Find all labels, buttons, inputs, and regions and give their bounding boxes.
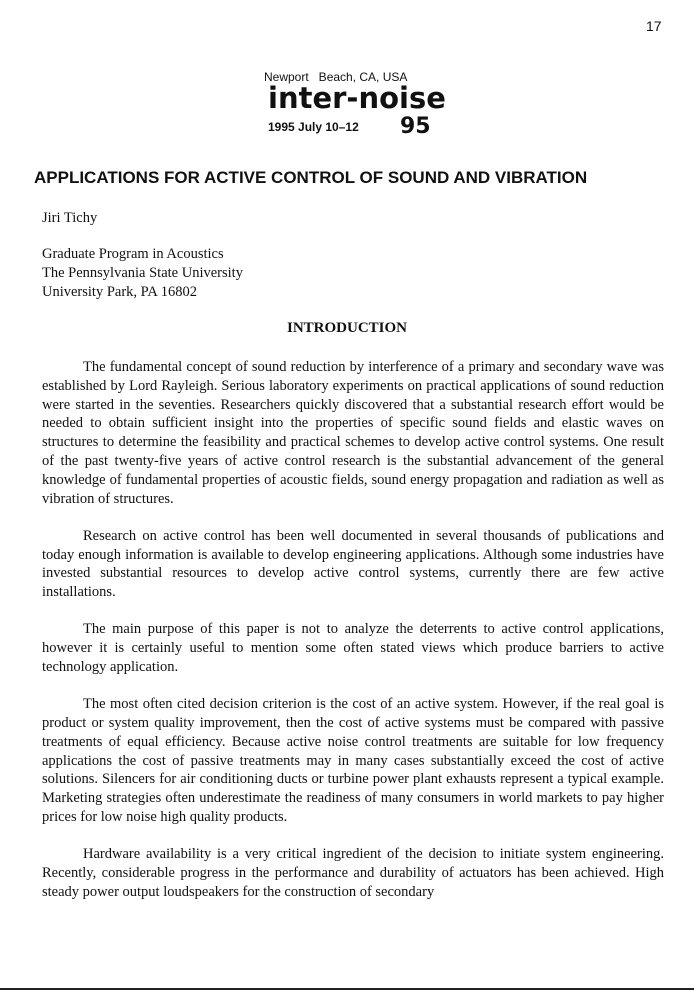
conference-year-badge: 95 [400,114,431,139]
page-bottom-rule [0,988,694,990]
author-name: Jiri Tichy [42,210,98,226]
paragraph: Hardware availability is a very critical ingredient of the decision to initiate system engineering. Recently, considerable progress in the performance and durability of actuators has been achieved. High steady power output loudspeakers for the construction of secondary [42,846,664,900]
paper-title: APPLICATIONS FOR ACTIVE CONTROL OF SOUND AND VIBRATION [34,168,588,187]
body-text [42,358,664,920]
paragraph: Research on active control has been well documented in several thousands of publications and today enough information is available to develop engineering applications. Although some industries have invested substantial resources to develop active control systems, currently there are few active installations. [42,527,664,601]
paragraph: The fundamental concept of sound reduction by interference of a primary and secondary wave was established by Lord Rayleigh. Serious laboratory experiments on practical applications of sound reduction were started in the seventies. Researchers quickly discovered that a substantial research effort would be needed to obtain sufficient insight into the properties of specific sound fields and elastic waves on structures to determine the feasibility and practical schemes to develop active control systems. One result of the past twenty-five years of active control research is the substantial advancement of the general knowledge of fundamental properties of acoustic fields, sound energy propagation and radiation as well as vibration of structures. [42,359,664,507]
affiliation-line: Graduate Program in Acoustics [42,246,224,262]
affiliation-line: University Park, PA 16802 [42,284,197,300]
section-heading: INTRODUCTION [286,320,407,336]
paragraph: The main purpose of this paper is not to analyze the deterrents to active control applications, however it is certainly useful to mention some often stated views which produce barriers to active technology application. [42,621,664,675]
conference-date: 1995 July 10–12 [268,120,359,134]
conference-logo: inter-noise [268,81,446,115]
conference-location: Newport Beach, CA, USA [264,70,408,84]
affiliation-line: The Pennsylvania State University [42,265,243,281]
paragraph: The most often cited decision criterion is the cost of an active system. However, if the real goal is product or system quality improvement, then the cost of active systems must be compared with passive treatments of equal efficiency. Because active noise control treatments are suitable for low frequency applications the cost of passive treatments may in many cases substantially exceed the cost of active solutions. Silencers for air conditioning ducts or turbine power plant exhausts represent a typical example. Marketing strategies often underestimate the readiness of many consumers in world markets to pay higher prices for low noise high quality products. [42,696,664,825]
page-number: 17 [646,18,662,34]
